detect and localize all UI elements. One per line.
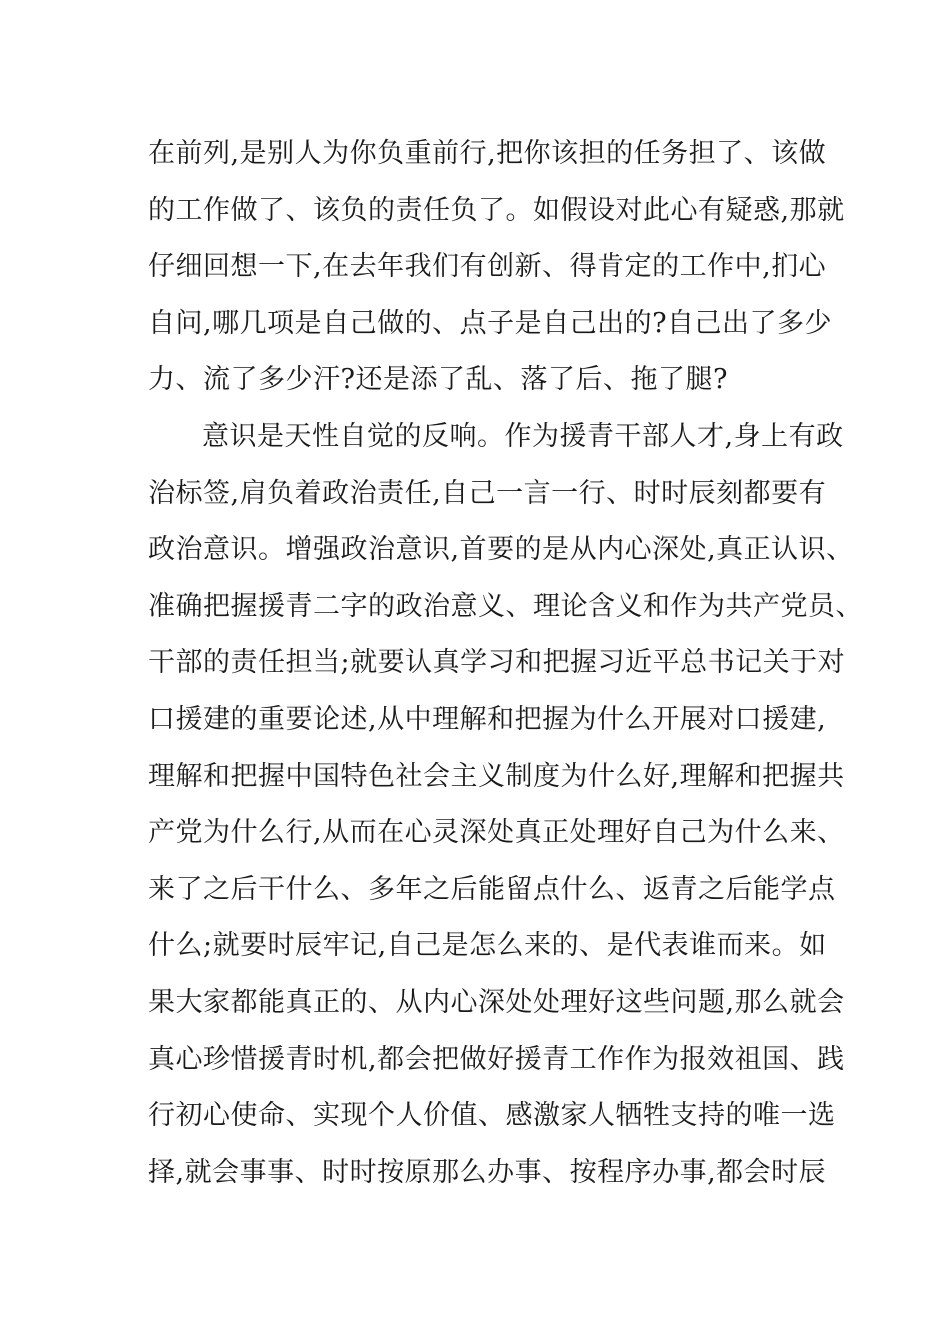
text-line: 口援建的重要论述,从中理解和把握为什么开展对口援建,	[148, 703, 827, 735]
paragraph-first-line: 意识是天性自觉的反响。作为援青干部人才,身上有政	[202, 420, 844, 452]
text-line: 真心珍惜援青时机,都会把做好援青工作作为报效祖国、践	[148, 1043, 845, 1075]
text-line: 在前列,是别人为你负重前行,把你该担的任务担了、该做	[148, 138, 827, 169]
text-line: 择,就会事事、时时按原那么办事、按程序办事,都会时辰	[148, 1156, 827, 1188]
text-line: 产党为什么行,从而在心灵深处真正处理好自己为什么来、	[148, 817, 845, 849]
text-line: 什么;就要时辰牢记,自己是怎么来的、是代表谁而来。如	[148, 930, 827, 962]
text-line: 力、流了多少汗?还是添了乱、落了后、拖了腿?	[148, 364, 728, 396]
text-line: 理解和把握中国特色社会主义制度为什么好,理解和把握共	[148, 760, 845, 792]
text-line: 政治意识。增强政治意识,首要的是从内心深处,真正认识、	[148, 534, 854, 566]
text-line: 来了之后干什么、多年之后能留点什么、返青之后能学点	[148, 873, 836, 905]
text-line: 的工作做了、该负的责任负了。如假设对此心有疑惑,那就	[148, 194, 845, 226]
text-line: 仔细回想一下,在去年我们有创新、得肯定的工作中,扪心	[148, 251, 827, 283]
body-text	[148, 126, 863, 1201]
text-line: 治标签,肩负着政治责任,自己一言一行、时时辰刻都要有	[148, 477, 827, 509]
text-line: 准确把握援青二字的政治意义、理论含义和作为共产党员、	[148, 590, 863, 622]
text-line: 行初心使命、实现个人价值、感激家人牺牲支持的唯一选	[148, 1100, 836, 1132]
text-line: 果大家都能真正的、从内心深处处理好这些问题,那么就会	[148, 986, 845, 1018]
text-line: 干部的责任担当;就要认真学习和把握习近平总书记关于对	[148, 647, 846, 679]
text-line: 自问,哪几项是自己做的、点子是自己出的?自己出了多少	[148, 307, 833, 339]
